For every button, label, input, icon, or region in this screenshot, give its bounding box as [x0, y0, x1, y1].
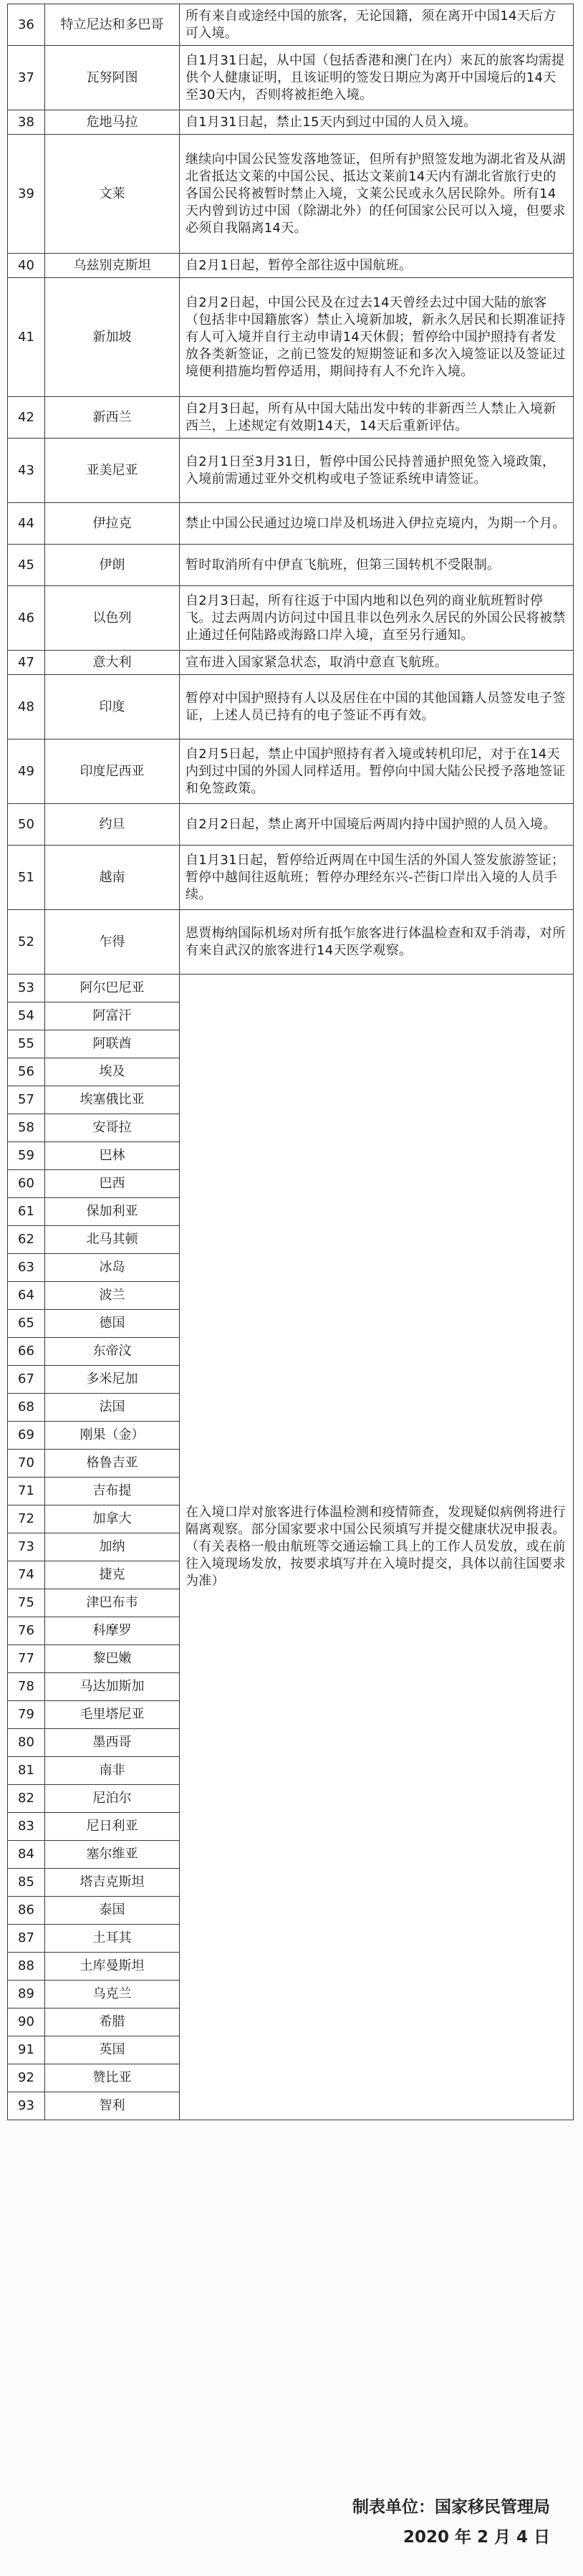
country-name: 阿富汗: [45, 1002, 180, 1030]
country-name: 乌兹别克斯坦: [45, 254, 180, 278]
table-row: [8, 739, 574, 804]
country-name: 阿联酋: [45, 1030, 180, 1058]
row-number: 65: [8, 1310, 45, 1338]
row-number: 74: [8, 1561, 45, 1589]
country-name: 英国: [45, 2036, 180, 2064]
table-row: [8, 675, 574, 739]
row-number: 64: [8, 1282, 45, 1310]
row-number: 90: [8, 2008, 45, 2036]
shared-measure-description: 在入境口岸对旅客进行体温检测和疫情筛查，发现疑似病例将进行隔离观察。部分国家要求中国公民须填写并提交健康状况申报表。（有关表格一般由航班等交通运输工具上的工作人员发放，或在前往入境现场发放，按要求填写并在入境时提交，具体以前往国要求为准）: [180, 975, 574, 2120]
country-name: 智利: [45, 2092, 180, 2120]
row-number: 40: [8, 254, 45, 278]
country-name: 格鲁吉亚: [45, 1450, 180, 1478]
table-row: [8, 278, 574, 397]
country-name: 多米尼加: [45, 1366, 180, 1394]
row-number: 37: [8, 46, 45, 110]
row-number: 85: [8, 1869, 45, 1897]
country-name: 泰国: [45, 1897, 180, 1925]
country-name: 北马其顿: [45, 1226, 180, 1254]
measure-description: 自2月1日至3月31日，暂停中国公民持普通护照免签入境政策，入境前需通过亚外交机构或电子签证系统申请签证。: [180, 439, 574, 503]
measure-description: 自2月5日起，禁止中国护照持有者入境或转机印尼，对于在14天内到过中国的外国人同样适用。暂停向中国大陆公民授予落地签证和免签政策。: [180, 739, 574, 804]
table-row: [8, 975, 574, 1002]
row-number: 44: [8, 503, 45, 545]
table-row: [8, 254, 574, 278]
table-row: [8, 503, 574, 545]
country-name: 意大利: [45, 651, 180, 675]
country-name: 埃及: [45, 1058, 180, 1086]
table-row: [8, 46, 574, 110]
measure-description: 自2月2日起，禁止离开中国境后两周内持中国护照的人员入境。: [180, 804, 574, 846]
country-name: 巴林: [45, 1142, 180, 1170]
measure-description: 继续向中国公民签发落地签证，但所有护照签发地为湖北省及从湖北省抵达文莱的中国公民、抵达文莱前14天内有湖北省旅行史的各国公民将被暂时禁止入境，文莱公民或永久居民除外。所有14天内曾到访过中国（除湖北外）的任何国家公民可以入境，但要求必须自我隔离14天。: [180, 135, 574, 254]
country-name: 约旦: [45, 804, 180, 846]
table-row: [8, 4, 574, 46]
table-row: [8, 910, 574, 975]
row-number: 82: [8, 1785, 45, 1813]
country-name: 保加利亚: [45, 1198, 180, 1226]
country-name: 科摩罗: [45, 1617, 180, 1645]
table-row: [8, 804, 574, 846]
row-number: 58: [8, 1114, 45, 1142]
country-name: 法国: [45, 1394, 180, 1422]
measure-description: 禁止中国公民通过边境口岸及机场进入伊拉克境内，为期一个月。: [180, 503, 574, 545]
measure-description: 所有来自或途经中国的旅客，无论国籍，须在离开中国14天后方可入境。: [180, 4, 574, 46]
country-name: 冰岛: [45, 1254, 180, 1282]
row-number: 60: [8, 1170, 45, 1198]
row-number: 59: [8, 1142, 45, 1170]
country-name: 文莱: [45, 135, 180, 254]
row-number: 68: [8, 1394, 45, 1422]
measure-description: 暂停对中国护照持有人以及居住在中国的其他国籍人员签发电子签证，上述人员已持有的电子签证不再有效。: [180, 675, 574, 739]
row-number: 81: [8, 1757, 45, 1785]
country-name: 伊拉克: [45, 503, 180, 545]
country-name: 安哥拉: [45, 1114, 180, 1142]
table-row: [8, 586, 574, 651]
country-name: 刚果（金）: [45, 1422, 180, 1450]
row-number: 76: [8, 1617, 45, 1645]
row-number: 47: [8, 651, 45, 675]
row-number: 52: [8, 910, 45, 975]
row-number: 48: [8, 675, 45, 739]
row-number: 45: [8, 545, 45, 586]
row-number: 43: [8, 439, 45, 503]
row-number: 63: [8, 1254, 45, 1282]
row-number: 49: [8, 739, 45, 804]
row-number: 61: [8, 1198, 45, 1226]
country-name: 捷克: [45, 1561, 180, 1589]
measure-description: 自2月3日起，所有往返于中国内地和以色列的商业航班暂时停飞。过去两周内访问过中国且非以色列永久居民的外国公民将被禁止通过任何陆路或海路口岸入境，直至另行通知。: [180, 586, 574, 651]
row-number: 42: [8, 397, 45, 439]
row-number: 83: [8, 1813, 45, 1841]
row-number: 56: [8, 1058, 45, 1086]
table-row: [8, 846, 574, 910]
country-name: 尼泊尔: [45, 1785, 180, 1813]
row-number: 70: [8, 1450, 45, 1478]
country-name: 乍得: [45, 910, 180, 975]
measure-description: 恩贾梅纳国际机场对所有抵乍旅客进行体温检查和双手消毒，对所有来自武汉的旅客进行14天医学观察。: [180, 910, 574, 975]
row-number: 38: [8, 110, 45, 135]
table-footer: [352, 2492, 550, 2552]
measure-description: 宣布进入国家紧急状态，取消中意直飞航班。: [180, 651, 574, 675]
country-name: 塞尔维亚: [45, 1841, 180, 1869]
country-name: 危地马拉: [45, 110, 180, 135]
country-name: 加拿大: [45, 1505, 180, 1533]
table-row: [8, 397, 574, 439]
country-name: 新加坡: [45, 278, 180, 397]
country-name: 亚美尼亚: [45, 439, 180, 503]
country-name: 马达加斯加: [45, 1673, 180, 1701]
measure-description: 自1月31日起，禁止15天内到过中国的人员入境。: [180, 110, 574, 135]
row-number: 50: [8, 804, 45, 846]
row-number: 36: [8, 4, 45, 46]
table-row: [8, 110, 574, 135]
row-number: 92: [8, 2064, 45, 2092]
issuing-unit: 制表单位：国家移民管理局: [352, 2498, 550, 2517]
country-name: 印度: [45, 675, 180, 739]
country-name: 毛里塔尼亚: [45, 1701, 180, 1729]
country-name: 德国: [45, 1310, 180, 1338]
country-name: 新西兰: [45, 397, 180, 439]
country-name: 特立尼达和多巴哥: [45, 4, 180, 46]
row-number: 57: [8, 1086, 45, 1114]
country-name: 阿尔巴尼亚: [45, 975, 180, 1002]
measure-description: 自2月3日起，所有从中国大陆出发中转的非新西兰人禁止入境新西兰，上述规定有效期14天，14天后重新评估。: [180, 397, 574, 439]
row-number: 67: [8, 1366, 45, 1394]
row-number: 66: [8, 1338, 45, 1366]
measure-description: 自2月1日起，暂停全部往返中国航班。: [180, 254, 574, 278]
row-number: 78: [8, 1673, 45, 1701]
row-number: 79: [8, 1701, 45, 1729]
entry-restrictions-table: [7, 4, 574, 2120]
country-name: 瓦努阿图: [45, 46, 180, 110]
country-name: 埃塞俄比亚: [45, 1086, 180, 1114]
country-name: 尼日利亚: [45, 1813, 180, 1841]
country-name: 波兰: [45, 1282, 180, 1310]
measure-description: 自2月2日起，中国公民及在过去14天曾经去过中国大陆的旅客（包括非中国籍旅客）禁止入境新加坡，新永久居民和长期准证持有人可入境并自行主动申请14天休假；暂停给中国护照持有者发放各类新签证，之前已签发的短期签证和多次入境签证以及签证过境便利措施均暂停适用，期间持有人不允许入境。: [180, 278, 574, 397]
row-number: 93: [8, 2092, 45, 2120]
country-name: 巴西: [45, 1170, 180, 1198]
row-number: 73: [8, 1533, 45, 1561]
country-name: 伊朗: [45, 545, 180, 586]
country-name: 黎巴嫩: [45, 1645, 180, 1673]
row-number: 77: [8, 1645, 45, 1673]
country-name: 土库曼斯坦: [45, 1953, 180, 1981]
row-number: 53: [8, 975, 45, 1002]
row-number: 84: [8, 1841, 45, 1869]
issue-date: 2020 年 2 月 4 日: [403, 2528, 550, 2547]
row-number: 71: [8, 1478, 45, 1505]
row-number: 46: [8, 586, 45, 651]
row-number: 69: [8, 1422, 45, 1450]
row-number: 62: [8, 1226, 45, 1254]
row-number: 54: [8, 1002, 45, 1030]
row-number: 87: [8, 1925, 45, 1953]
row-number: 86: [8, 1897, 45, 1925]
measure-description: 暂时取消所有中伊直飞航班，但第三国转机不受限制。: [180, 545, 574, 586]
row-number: 80: [8, 1729, 45, 1757]
measure-description: 自1月31日起，暂停给近两周在中国生活的外国人签发旅游签证；暂停中越间往返航班；暂停办理经东兴-芒街口岸出入境的人员手续。: [180, 846, 574, 910]
country-name: 乌克兰: [45, 1981, 180, 2008]
country-name: 赞比亚: [45, 2064, 180, 2092]
country-name: 以色列: [45, 586, 180, 651]
table-row: [8, 545, 574, 586]
row-number: 41: [8, 278, 45, 397]
country-name: 土耳其: [45, 1925, 180, 1953]
row-number: 72: [8, 1505, 45, 1533]
row-number: 55: [8, 1030, 45, 1058]
row-number: 91: [8, 2036, 45, 2064]
country-name: 津巴布韦: [45, 1589, 180, 1617]
country-name: 东帝汶: [45, 1338, 180, 1366]
country-name: 印度尼西亚: [45, 739, 180, 804]
table-row: [8, 651, 574, 675]
table-row: [8, 439, 574, 503]
country-name: 墨西哥: [45, 1729, 180, 1757]
country-name: 加纳: [45, 1533, 180, 1561]
row-number: 89: [8, 1981, 45, 2008]
country-name: 南非: [45, 1757, 180, 1785]
row-number: 75: [8, 1589, 45, 1617]
measure-description: 自1月31日起，从中国（包括香港和澳门在内）来瓦的旅客均需提供个人健康证明，且该证明的签发日期应为离开中国境后的14天至30天内，否则将被拒绝入境。: [180, 46, 574, 110]
country-name: 越南: [45, 846, 180, 910]
row-number: 39: [8, 135, 45, 254]
country-name: 希腊: [45, 2008, 180, 2036]
country-name: 吉布提: [45, 1478, 180, 1505]
country-name: 塔吉克斯坦: [45, 1869, 180, 1897]
row-number: 88: [8, 1953, 45, 1981]
table-row: [8, 135, 574, 254]
row-number: 51: [8, 846, 45, 910]
